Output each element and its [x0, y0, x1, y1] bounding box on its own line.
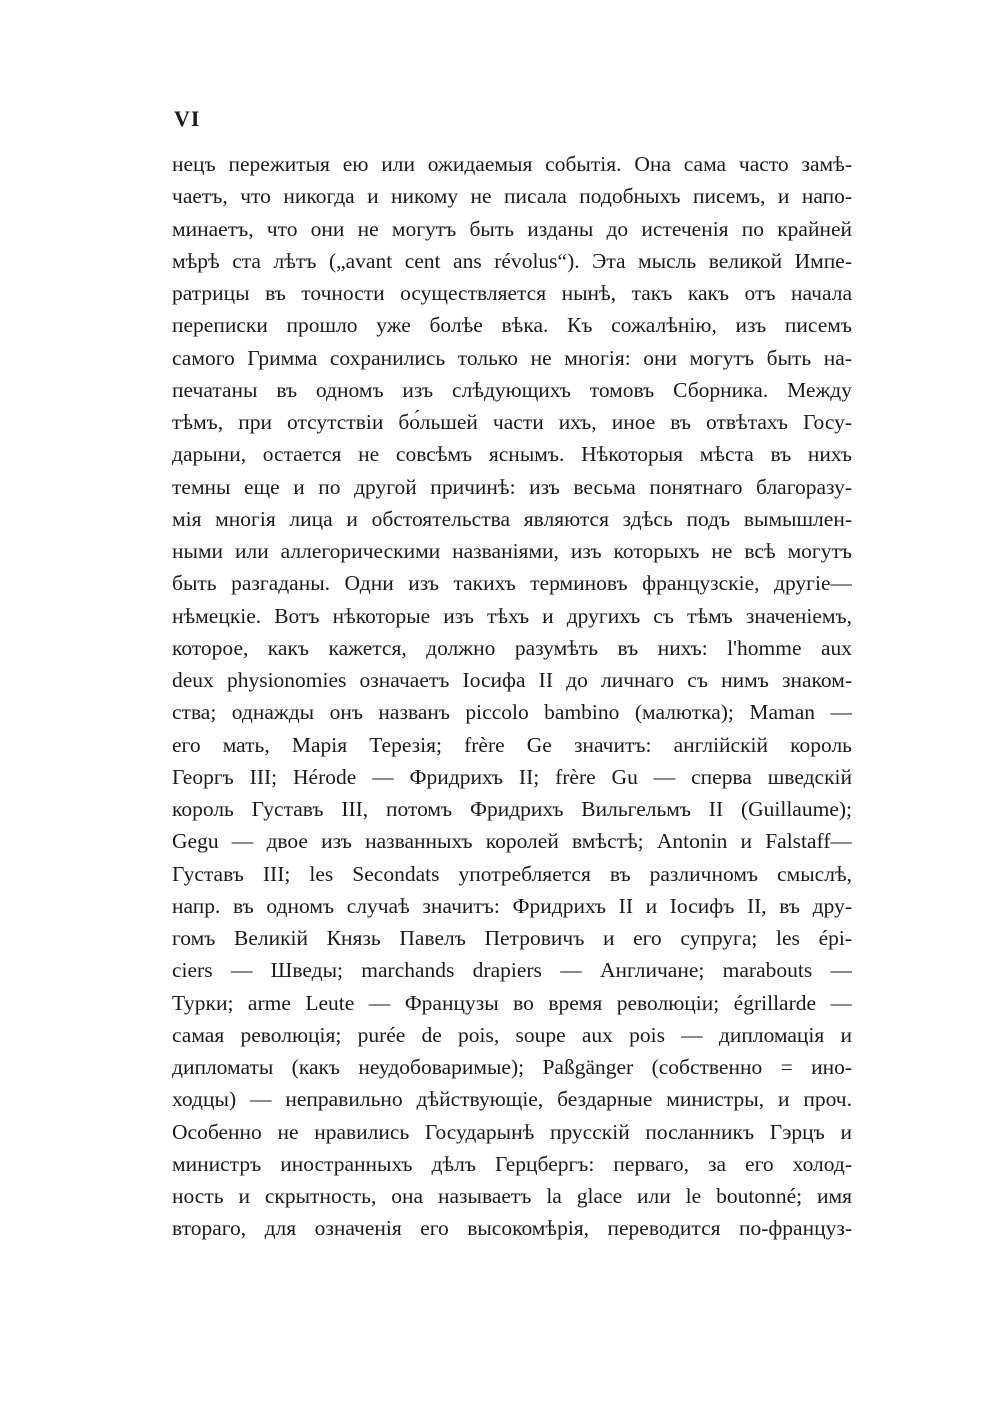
text-line: напр. въ одномъ случаѣ значитъ: Фридрихъ II и Іосифъ II, въ дру- — [172, 893, 852, 918]
text-line: дипломаты (какъ неудобоваримые); Paßgänger (собственно = ино- — [172, 1055, 852, 1079]
text-line: его мать, Марія Терезія; frère Ge значитъ: англійскій король — [172, 732, 852, 757]
page-number: VI — [174, 106, 201, 131]
text-line: нѣмецкіе. Вотъ нѣкоторые изъ тѣхъ и другихъ съ тѣмъ значеніемъ, — [172, 603, 852, 628]
text-line: ратрицы въ точности осуществляется нынѣ, такъ какъ отъ начала — [172, 281, 852, 305]
text-line: которое, какъ кажется, должно разумѣть въ нихъ: l'homme aux — [172, 635, 852, 660]
text-line: втораго, для означенія его высокомѣрія, переводится по-француз- — [172, 1216, 852, 1241]
text-line: дарыни, остается не совсѣмъ яснымъ. Нѣкоторыя мѣста въ нихъ — [172, 442, 852, 467]
text-line: печатаны въ одномъ изъ слѣдующихъ томовъ Сборника. Между — [172, 377, 852, 402]
text-line: быть разгаданы. Одни изъ такихъ терминовъ французскіе, другіе— — [172, 571, 852, 596]
text-line: ciers — Шведы; marchands drapiers — Англичане; marabouts — — [172, 958, 852, 983]
text-line: король Густавъ III, потомъ Фридрихъ Вильгельмъ II (Guillaume); — [172, 797, 852, 821]
text-line: самого Гримма сохранились только не многія: они могутъ быть на- — [172, 345, 852, 370]
text-line: ными или аллегорическими названіями, изъ которыхъ не всѣ могутъ — [172, 539, 852, 563]
text-line: Турки; arme Leute — Французы во время революціи; égrillarde — — [172, 990, 852, 1015]
text-line: министръ иностранныхъ дѣлъ Герцбергъ: перваго, за его холод- — [172, 1151, 852, 1176]
text-line: переписки прошло уже болѣе вѣка. Къ сожалѣнію, изъ писемъ — [172, 313, 852, 338]
text-line: гомъ Великій Князь Павелъ Петровичъ и его супруга; les épi- — [172, 926, 852, 950]
text-line: мѣрѣ ста лѣтъ („avant cent ans révolus“). Эта мысль великой Импе- — [172, 248, 852, 273]
text-line: ства; однажды онъ названъ piccolo bambino (малютка); Maman — — [172, 700, 852, 725]
text-line: самая революція; purée de pois, soupe aux pois — дипломація и — [172, 1022, 852, 1047]
text-line: ность и скрытность, она называетъ la glace или le boutonné; имя — [172, 1184, 852, 1208]
text-line: Георгъ III; Hérode — Фридрихъ II; frère Gu — сперва шведскій — [172, 764, 852, 789]
text-line: темны еще и по другой причинѣ: изъ весьма понятнаго благоразу- — [172, 474, 852, 499]
body-text — [172, 148, 852, 1245]
text-line: ходцы) — неправильно дѣйствующіе, бездарные министры, и проч. — [172, 1087, 852, 1112]
text-line: чаетъ, что никогда и никому не писала подобныхъ писемъ, и напо- — [172, 184, 852, 209]
text-line: минаетъ, что они не могутъ быть изданы до истеченія по крайней — [172, 216, 852, 241]
text-line: нецъ пережитыя ею или ожидаемыя событія. Она сама часто замѣ- — [172, 152, 852, 176]
text-line: Gegu — двое изъ названныхъ королей вмѣстѣ; Antonin и Falstaff— — [172, 829, 852, 854]
text-line: Особенно не нравились Государынѣ прусскій посланникъ Гэрцъ и — [172, 1119, 852, 1144]
text-line: Густавъ III; les Secondats употребляется въ различномъ смыслѣ, — [172, 861, 852, 886]
text-line: deux physionomies означаетъ Іосифа II до личнаго съ нимъ знаком- — [172, 668, 852, 692]
text-line: мія многія лица и обстоятельства являются здѣсь подъ вымышлен- — [172, 506, 852, 531]
text-line: тѣмъ, при отсутствіи бо́льшей части ихъ, иное въ отвѣтахъ Госу- — [172, 410, 852, 434]
